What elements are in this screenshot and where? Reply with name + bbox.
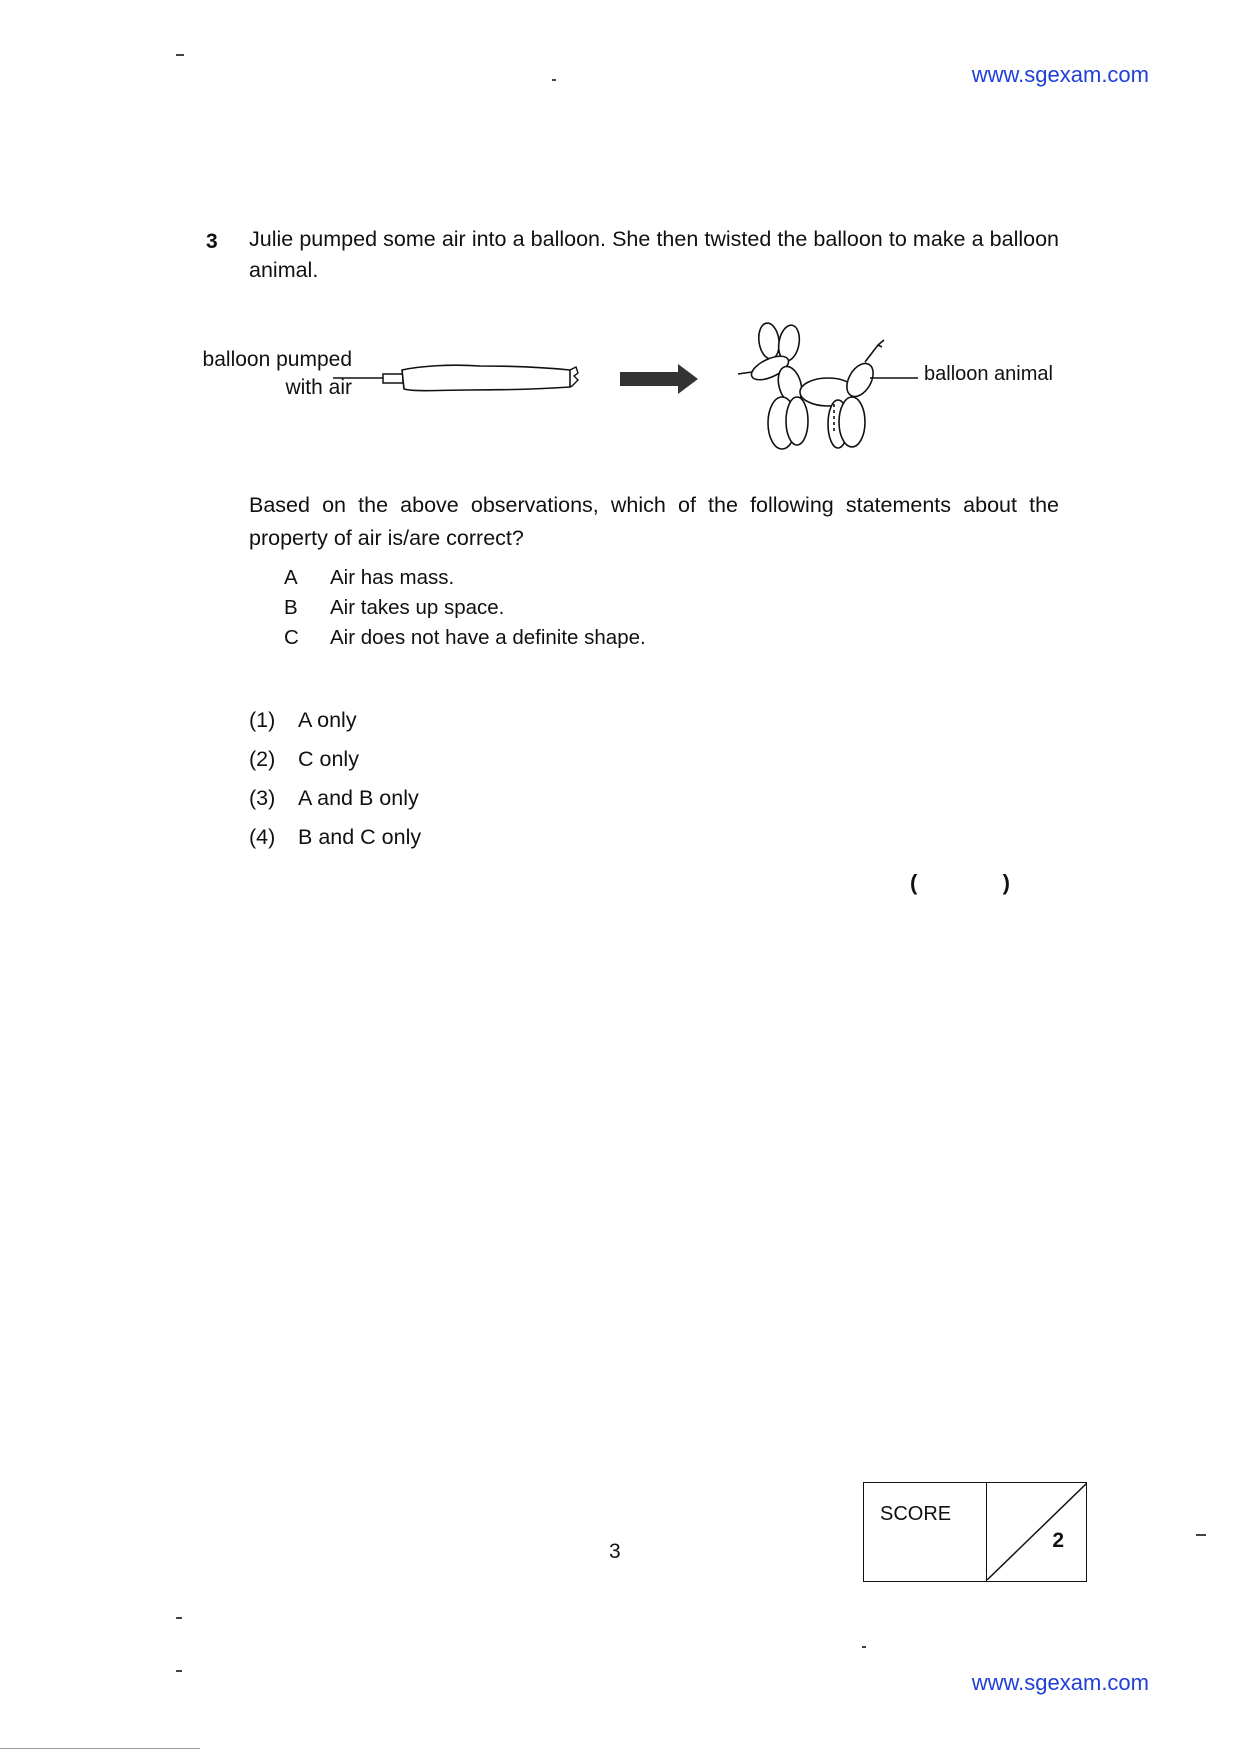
option-number: (3): [249, 786, 276, 810]
diagonal-line-icon: [987, 1483, 1087, 1580]
long-balloon-icon: [402, 365, 570, 390]
option-3[interactable]: [249, 786, 421, 825]
scan-speck: [552, 79, 556, 81]
option-number: (1): [249, 708, 276, 732]
statement-letter: C: [284, 626, 299, 649]
label-balloon-animal: balloon animal: [924, 363, 1053, 385]
statement-c: [284, 626, 646, 656]
answer-open-bracket: (: [910, 870, 918, 895]
answer-blank[interactable]: [910, 870, 1010, 896]
page-number: 3: [609, 1540, 621, 1563]
option-4[interactable]: [249, 825, 421, 864]
scan-speck: [176, 1670, 182, 1672]
statement-b: [284, 596, 646, 626]
statement-text: Air has mass.: [330, 566, 455, 589]
scan-speck: [0, 1748, 200, 1749]
answer-close-bracket: ): [1002, 870, 1010, 895]
option-text: B and C only: [298, 825, 422, 849]
balloon-figure: [0, 300, 1239, 460]
option-2[interactable]: [249, 747, 421, 786]
website-url-top[interactable]: www.sgexam.com: [971, 62, 1149, 87]
score-value: 2: [1052, 1529, 1064, 1552]
option-number: (2): [249, 747, 276, 771]
statement-text: Air does not have a definite shape.: [330, 626, 646, 649]
statement-letter: A: [284, 566, 298, 589]
statement-letter: B: [284, 596, 298, 619]
scan-speck: [176, 54, 184, 56]
answer-options: [249, 708, 421, 864]
option-number: (4): [249, 825, 276, 849]
statement-a: [284, 566, 646, 596]
score-cell: [987, 1483, 1086, 1581]
option-1[interactable]: [249, 708, 421, 747]
scan-speck: [1196, 1534, 1206, 1536]
scan-speck: [176, 1617, 182, 1619]
option-text: A and B only: [298, 786, 419, 810]
statement-list: [284, 566, 646, 656]
balloon-knot: [383, 374, 403, 383]
score-box: [863, 1482, 1087, 1582]
question-text: Julie pumped some air into a balloon. She then twisted the balloon to make a balloon animal.: [249, 227, 1059, 282]
arrow-right-icon: [620, 364, 698, 394]
website-url-bottom[interactable]: www.sgexam.com: [971, 1670, 1149, 1695]
question-number: 3: [206, 230, 218, 253]
option-text: C only: [298, 747, 359, 771]
label-balloon-pumped-line1: balloon pumped: [202, 348, 352, 371]
scan-speck: [862, 1646, 866, 1648]
statement-text: Air takes up space.: [330, 596, 505, 619]
label-balloon-pumped-line2: with air: [285, 376, 352, 399]
question-prompt: Based on the above observations, which of the following statements about the property of air is/are correct?: [249, 493, 1059, 550]
option-text: A only: [298, 708, 357, 732]
balloon-animal-icon: [738, 322, 884, 449]
score-label: SCORE: [864, 1483, 987, 1581]
